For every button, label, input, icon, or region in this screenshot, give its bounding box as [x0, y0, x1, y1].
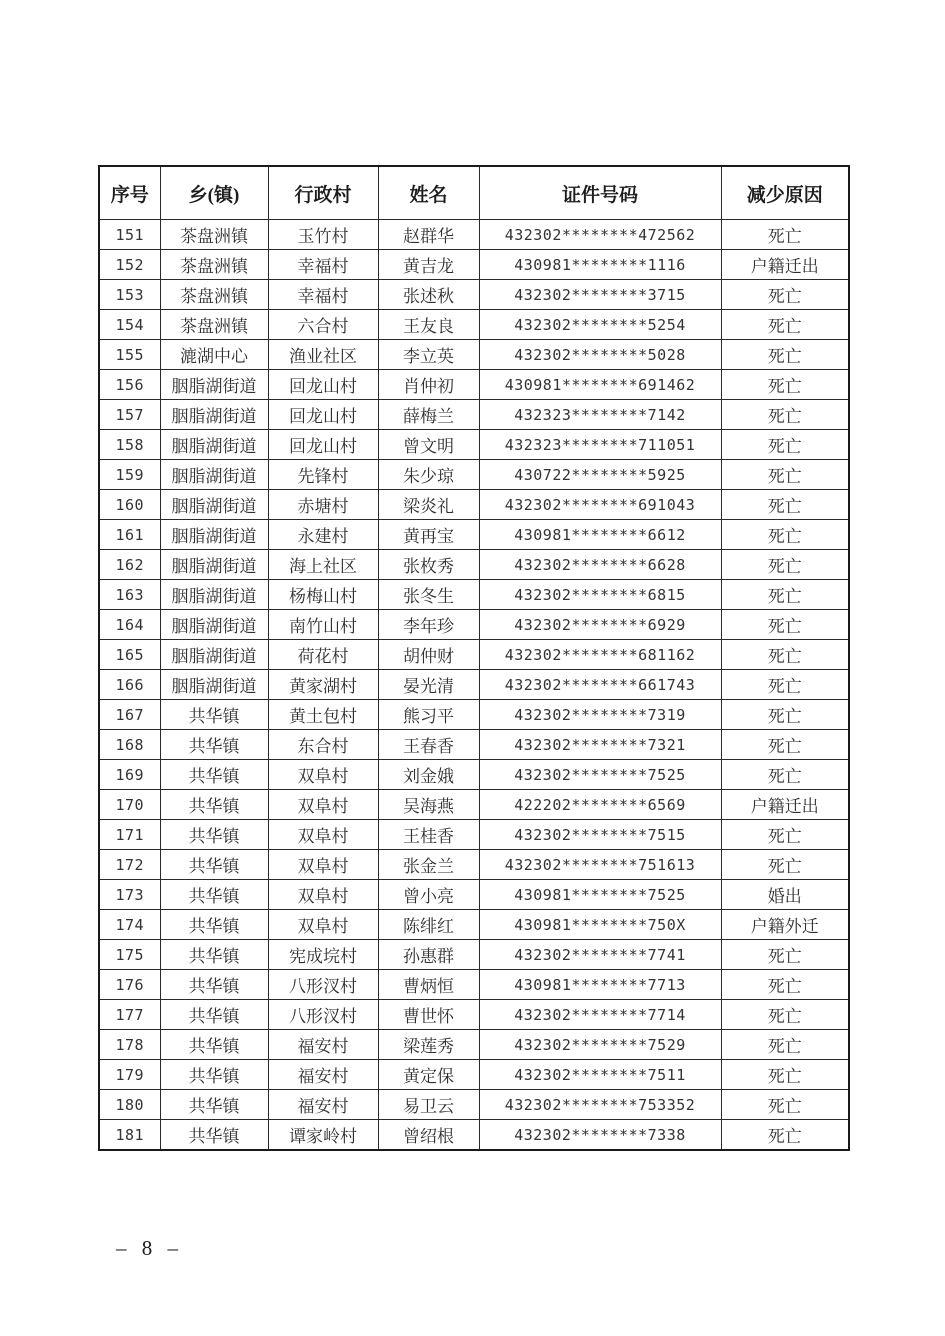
cell-serial: 179: [99, 1060, 160, 1090]
cell-reason: 死亡: [721, 640, 849, 670]
cell-name: 王桂香: [378, 820, 479, 850]
cell-serial: 168: [99, 730, 160, 760]
cell-village: 渔业社区: [268, 340, 378, 370]
cell-reason: 死亡: [721, 520, 849, 550]
cell-serial: 153: [99, 280, 160, 310]
cell-serial: 177: [99, 1000, 160, 1030]
resident-reduction-table: [98, 165, 850, 1151]
cell-reason: 死亡: [721, 1090, 849, 1120]
cell-id-number: 432302********691043: [479, 490, 721, 520]
cell-township: 胭脂湖街道: [160, 460, 268, 490]
cell-id-number: 432323********7142: [479, 400, 721, 430]
cell-id-number: 432302********661743: [479, 670, 721, 700]
cell-serial: 156: [99, 370, 160, 400]
cell-reason: 死亡: [721, 370, 849, 400]
cell-township: 胭脂湖街道: [160, 430, 268, 460]
cell-id-number: 432302********7515: [479, 820, 721, 850]
cell-reason: 死亡: [721, 700, 849, 730]
table-row: [99, 1120, 849, 1151]
table-row: [99, 370, 849, 400]
cell-serial: 154: [99, 310, 160, 340]
cell-reason: 户籍外迁: [721, 910, 849, 940]
cell-reason: 户籍迁出: [721, 250, 849, 280]
cell-township: 胭脂湖街道: [160, 490, 268, 520]
cell-village: 荷花村: [268, 640, 378, 670]
cell-id-number: 432302********751613: [479, 850, 721, 880]
cell-name: 王友良: [378, 310, 479, 340]
cell-township: 共华镇: [160, 1090, 268, 1120]
cell-township: 胭脂湖街道: [160, 400, 268, 430]
cell-name: 胡仲财: [378, 640, 479, 670]
cell-township: 胭脂湖街道: [160, 520, 268, 550]
cell-serial: 176: [99, 970, 160, 1000]
cell-reason: 死亡: [721, 1030, 849, 1060]
cell-serial: 169: [99, 760, 160, 790]
table-row: [99, 220, 849, 250]
cell-village: 双阜村: [268, 790, 378, 820]
cell-township: 共华镇: [160, 880, 268, 910]
cell-id-number: 430981********691462: [479, 370, 721, 400]
cell-name: 曾小亮: [378, 880, 479, 910]
cell-name: 熊习平: [378, 700, 479, 730]
cell-reason: 死亡: [721, 940, 849, 970]
cell-id-number: 432302********7321: [479, 730, 721, 760]
table-row: [99, 310, 849, 340]
cell-serial: 151: [99, 220, 160, 250]
cell-id-number: 432323********711051: [479, 430, 721, 460]
cell-serial: 163: [99, 580, 160, 610]
cell-reason: 死亡: [721, 1120, 849, 1151]
table-header: [99, 166, 849, 220]
cell-name: 李年珍: [378, 610, 479, 640]
cell-village: 八形汊村: [268, 970, 378, 1000]
cell-id-number: 430981********750X: [479, 910, 721, 940]
cell-reason: 死亡: [721, 310, 849, 340]
table-row: [99, 760, 849, 790]
header-village: 行政村: [268, 166, 378, 220]
cell-id-number: 432302********5028: [479, 340, 721, 370]
cell-township: 共华镇: [160, 1030, 268, 1060]
cell-id-number: 432302********3715: [479, 280, 721, 310]
table-row: [99, 940, 849, 970]
cell-reason: 死亡: [721, 460, 849, 490]
cell-reason: 死亡: [721, 1000, 849, 1030]
cell-township: 胭脂湖街道: [160, 370, 268, 400]
cell-village: 南竹山村: [268, 610, 378, 640]
table-row: [99, 700, 849, 730]
table-row: [99, 610, 849, 640]
cell-name: 张枚秀: [378, 550, 479, 580]
cell-township: 共华镇: [160, 730, 268, 760]
cell-township: 茶盘洲镇: [160, 310, 268, 340]
cell-village: 六合村: [268, 310, 378, 340]
cell-township: 共华镇: [160, 820, 268, 850]
cell-serial: 178: [99, 1030, 160, 1060]
table-row: [99, 1030, 849, 1060]
table-row: [99, 580, 849, 610]
cell-serial: 161: [99, 520, 160, 550]
header-township: 乡(镇): [160, 166, 268, 220]
cell-village: 幸福村: [268, 250, 378, 280]
cell-name: 刘金娥: [378, 760, 479, 790]
table-row: [99, 640, 849, 670]
cell-reason: 死亡: [721, 670, 849, 700]
cell-village: 福安村: [268, 1030, 378, 1060]
cell-reason: 死亡: [721, 970, 849, 1000]
cell-village: 回龙山村: [268, 430, 378, 460]
cell-id-number: 432302********753352: [479, 1090, 721, 1120]
table-row: [99, 280, 849, 310]
cell-id-number: 430981********1116: [479, 250, 721, 280]
cell-serial: 158: [99, 430, 160, 460]
header-id-number: 证件号码: [479, 166, 721, 220]
cell-name: 梁炎礼: [378, 490, 479, 520]
cell-reason: 死亡: [721, 730, 849, 760]
cell-reason: 死亡: [721, 1060, 849, 1090]
table-row: [99, 520, 849, 550]
cell-id-number: 432302********6929: [479, 610, 721, 640]
cell-village: 双阜村: [268, 820, 378, 850]
cell-township: 共华镇: [160, 760, 268, 790]
cell-name: 曹炳恒: [378, 970, 479, 1000]
cell-reason: 死亡: [721, 760, 849, 790]
cell-name: 晏光清: [378, 670, 479, 700]
table-row: [99, 340, 849, 370]
table-row: [99, 910, 849, 940]
table-row: [99, 550, 849, 580]
cell-serial: 175: [99, 940, 160, 970]
cell-serial: 170: [99, 790, 160, 820]
table-row: [99, 1060, 849, 1090]
cell-township: 共华镇: [160, 700, 268, 730]
cell-name: 黄吉龙: [378, 250, 479, 280]
cell-name: 肖仲初: [378, 370, 479, 400]
table-row: [99, 1000, 849, 1030]
cell-reason: 死亡: [721, 610, 849, 640]
cell-township: 茶盘洲镇: [160, 250, 268, 280]
cell-village: 福安村: [268, 1060, 378, 1090]
header-reason: 减少原因: [721, 166, 849, 220]
cell-village: 双阜村: [268, 850, 378, 880]
cell-reason: 死亡: [721, 220, 849, 250]
header-row: [99, 166, 849, 220]
cell-village: 海上社区: [268, 550, 378, 580]
cell-township: 漉湖中心: [160, 340, 268, 370]
cell-village: 黄家湖村: [268, 670, 378, 700]
cell-name: 曾绍根: [378, 1120, 479, 1151]
table-row: [99, 790, 849, 820]
cell-reason: 死亡: [721, 340, 849, 370]
cell-serial: 171: [99, 820, 160, 850]
cell-serial: 159: [99, 460, 160, 490]
cell-village: 赤塘村: [268, 490, 378, 520]
cell-reason: 死亡: [721, 820, 849, 850]
cell-serial: 173: [99, 880, 160, 910]
cell-name: 赵群华: [378, 220, 479, 250]
cell-reason: 死亡: [721, 400, 849, 430]
cell-village: 杨梅山村: [268, 580, 378, 610]
cell-name: 陈绯红: [378, 910, 479, 940]
cell-id-number: 432302********7741: [479, 940, 721, 970]
cell-id-number: 422202********6569: [479, 790, 721, 820]
cell-id-number: 430722********5925: [479, 460, 721, 490]
cell-village: 东合村: [268, 730, 378, 760]
cell-village: 先锋村: [268, 460, 378, 490]
table-body: [99, 220, 849, 1151]
cell-township: 胭脂湖街道: [160, 610, 268, 640]
cell-name: 薛梅兰: [378, 400, 479, 430]
table-row: [99, 430, 849, 460]
table-row: [99, 250, 849, 280]
cell-village: 回龙山村: [268, 370, 378, 400]
cell-serial: 180: [99, 1090, 160, 1120]
cell-serial: 157: [99, 400, 160, 430]
cell-name: 张述秋: [378, 280, 479, 310]
cell-township: 共华镇: [160, 910, 268, 940]
cell-village: 回龙山村: [268, 400, 378, 430]
cell-id-number: 432302********7714: [479, 1000, 721, 1030]
cell-serial: 152: [99, 250, 160, 280]
cell-reason: 死亡: [721, 280, 849, 310]
cell-id-number: 430981********7713: [479, 970, 721, 1000]
table-row: [99, 1090, 849, 1120]
cell-township: 共华镇: [160, 790, 268, 820]
cell-township: 共华镇: [160, 940, 268, 970]
cell-township: 共华镇: [160, 970, 268, 1000]
cell-name: 李立英: [378, 340, 479, 370]
cell-id-number: 432302********681162: [479, 640, 721, 670]
cell-township: 茶盘洲镇: [160, 220, 268, 250]
cell-serial: 181: [99, 1120, 160, 1151]
cell-township: 胭脂湖街道: [160, 640, 268, 670]
cell-id-number: 432302********7319: [479, 700, 721, 730]
cell-township: 胭脂湖街道: [160, 670, 268, 700]
cell-village: 八形汊村: [268, 1000, 378, 1030]
cell-reason: 死亡: [721, 430, 849, 460]
cell-id-number: 432302********7525: [479, 760, 721, 790]
cell-id-number: 432302********7338: [479, 1120, 721, 1151]
cell-village: 福安村: [268, 1090, 378, 1120]
cell-reason: 死亡: [721, 850, 849, 880]
cell-village: 黄土包村: [268, 700, 378, 730]
cell-id-number: 432302********7511: [479, 1060, 721, 1090]
cell-reason: 婚出: [721, 880, 849, 910]
cell-township: 共华镇: [160, 1000, 268, 1030]
cell-name: 黄定保: [378, 1060, 479, 1090]
cell-township: 胭脂湖街道: [160, 580, 268, 610]
cell-id-number: 432302********7529: [479, 1030, 721, 1060]
cell-name: 曹世怀: [378, 1000, 479, 1030]
cell-name: 孙惠群: [378, 940, 479, 970]
cell-id-number: 432302********472562: [479, 220, 721, 250]
cell-serial: 155: [99, 340, 160, 370]
table-row: [99, 970, 849, 1000]
table-row: [99, 730, 849, 760]
cell-id-number: 432302********6815: [479, 580, 721, 610]
cell-village: 永建村: [268, 520, 378, 550]
cell-village: 宪成垸村: [268, 940, 378, 970]
cell-village: 双阜村: [268, 760, 378, 790]
cell-serial: 164: [99, 610, 160, 640]
cell-name: 梁莲秀: [378, 1030, 479, 1060]
cell-name: 张冬生: [378, 580, 479, 610]
cell-reason: 户籍迁出: [721, 790, 849, 820]
page-number: – 8 –: [116, 1236, 183, 1260]
cell-id-number: 430981********6612: [479, 520, 721, 550]
cell-serial: 174: [99, 910, 160, 940]
cell-serial: 165: [99, 640, 160, 670]
cell-township: 胭脂湖街道: [160, 550, 268, 580]
table-row: [99, 880, 849, 910]
cell-reason: 死亡: [721, 580, 849, 610]
cell-name: 朱少琼: [378, 460, 479, 490]
cell-serial: 162: [99, 550, 160, 580]
cell-village: 幸福村: [268, 280, 378, 310]
table-row: [99, 820, 849, 850]
cell-name: 黄再宝: [378, 520, 479, 550]
cell-village: 双阜村: [268, 880, 378, 910]
cell-name: 吴海燕: [378, 790, 479, 820]
table-row: [99, 670, 849, 700]
cell-serial: 166: [99, 670, 160, 700]
cell-serial: 172: [99, 850, 160, 880]
cell-reason: 死亡: [721, 490, 849, 520]
cell-serial: 160: [99, 490, 160, 520]
table-row: [99, 460, 849, 490]
cell-name: 张金兰: [378, 850, 479, 880]
cell-serial: 167: [99, 700, 160, 730]
header-name: 姓名: [378, 166, 479, 220]
cell-name: 王春香: [378, 730, 479, 760]
cell-reason: 死亡: [721, 550, 849, 580]
cell-village: 谭家岭村: [268, 1120, 378, 1151]
cell-name: 曾文明: [378, 430, 479, 460]
cell-township: 共华镇: [160, 1060, 268, 1090]
cell-village: 玉竹村: [268, 220, 378, 250]
table-row: [99, 400, 849, 430]
cell-name: 易卫云: [378, 1090, 479, 1120]
table-row: [99, 850, 849, 880]
cell-id-number: 432302********5254: [479, 310, 721, 340]
header-serial: 序号: [99, 166, 160, 220]
table-row: [99, 490, 849, 520]
cell-village: 双阜村: [268, 910, 378, 940]
cell-township: 茶盘洲镇: [160, 280, 268, 310]
cell-township: 共华镇: [160, 1120, 268, 1151]
cell-township: 共华镇: [160, 850, 268, 880]
cell-id-number: 430981********7525: [479, 880, 721, 910]
cell-id-number: 432302********6628: [479, 550, 721, 580]
